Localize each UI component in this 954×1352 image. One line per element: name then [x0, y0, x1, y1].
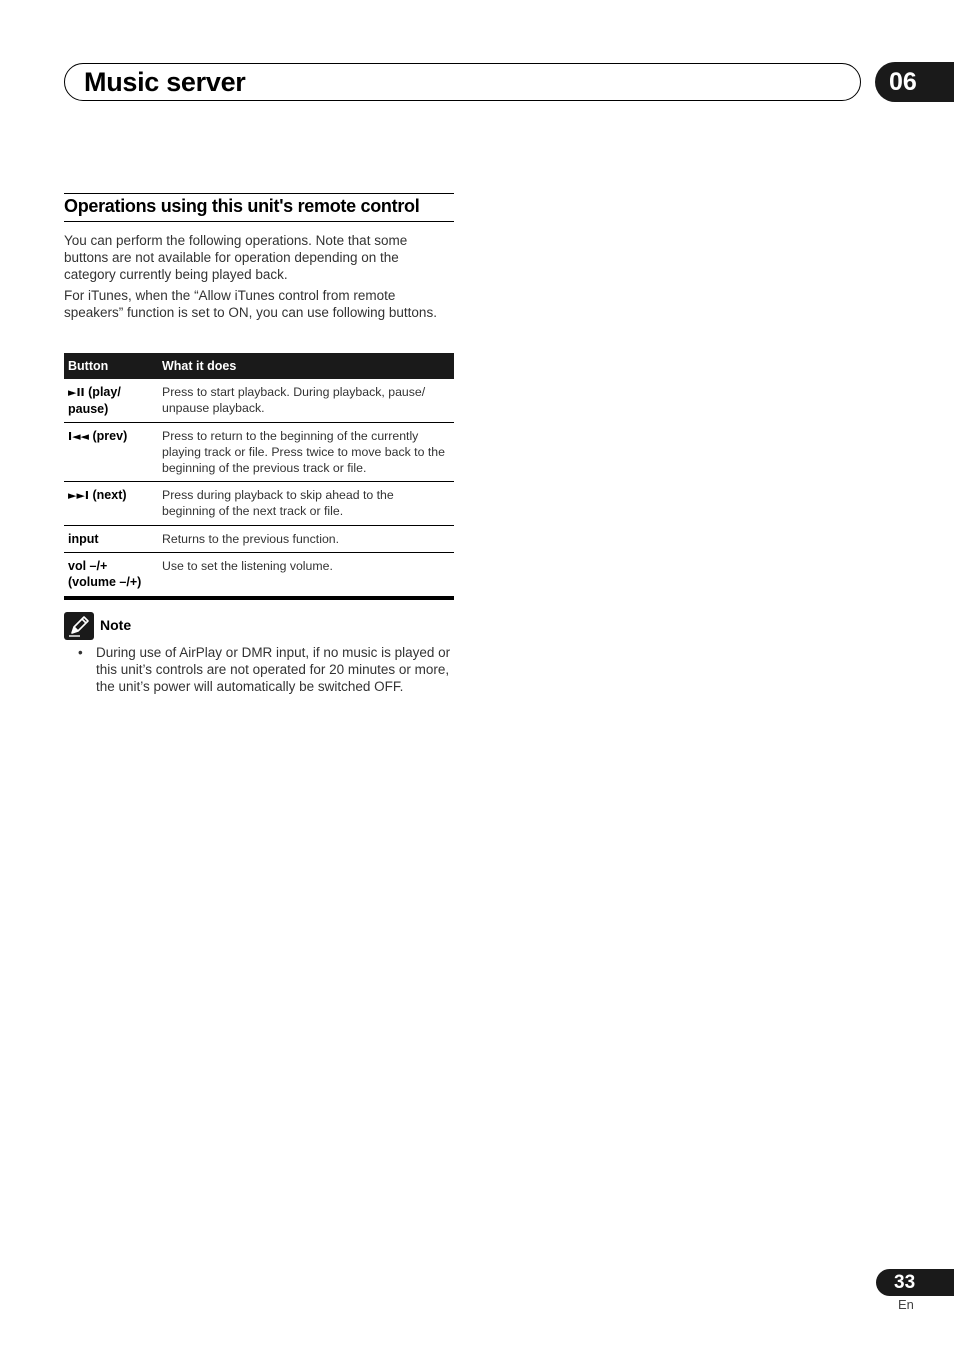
column-header-button: Button [64, 353, 158, 379]
button-cell [64, 482, 158, 526]
note-text: During use of AirPlay or DMR input, if no music is played or this unit’s controls are not operated for 20 minutes or more, the unit’s power will automatically be switched OFF. [96, 645, 451, 694]
section-heading: Operations using this unit's remote control [64, 193, 454, 222]
intro-paragraph: You can perform the following operations. Note that some buttons are not available for operation depending on the category currently being played back. [64, 233, 408, 282]
previous-track-icon: I◄◄ [68, 430, 90, 443]
play-pause-icon: ►II [68, 386, 85, 399]
button-name: vol –/+ (volume –/+) [68, 559, 142, 589]
page-title: Music server [84, 67, 246, 97]
button-name: (next) [92, 488, 127, 502]
table-row [64, 553, 454, 599]
pencil-note-icon [64, 612, 94, 640]
operations-table [64, 353, 454, 600]
table-row [64, 423, 454, 482]
table-header-row [64, 353, 454, 379]
chapter-badge: 06 [875, 62, 954, 102]
table-row [64, 526, 454, 553]
table-row [64, 482, 454, 526]
description-cell: Press to return to the beginning of the currently playing track or file. Press twice to move back to the beginning of the previous track or file. [158, 423, 454, 482]
description-cell: Press during playback to skip ahead to the beginning of the next track or file. [158, 482, 454, 526]
button-cell [64, 379, 158, 423]
description-cell: Press to start playback. During playback, pause/ unpause playback. [158, 379, 454, 423]
description-cell: Returns to the previous function. [158, 526, 454, 553]
list-item [78, 644, 454, 695]
table-row [64, 379, 454, 423]
note-list [78, 644, 454, 695]
next-track-icon: ►►I [68, 489, 90, 502]
button-name: (prev) [92, 429, 128, 443]
description-cell: Use to set the listening volume. [158, 553, 454, 599]
note-label: Note [100, 617, 132, 633]
button-cell [64, 553, 158, 599]
page-number: 33 [876, 1269, 954, 1296]
column-header-description: What it does [158, 353, 454, 379]
button-cell [64, 526, 158, 553]
button-name: input [68, 532, 99, 546]
bullet: • [78, 645, 83, 660]
button-cell [64, 423, 158, 482]
itunes-paragraph: For iTunes, when the “Allow iTunes control from remote speakers” function is set to ON, you can use following buttons. [64, 288, 437, 320]
page-language: En [898, 1297, 914, 1312]
button-name: (play/ pause) [68, 385, 121, 416]
